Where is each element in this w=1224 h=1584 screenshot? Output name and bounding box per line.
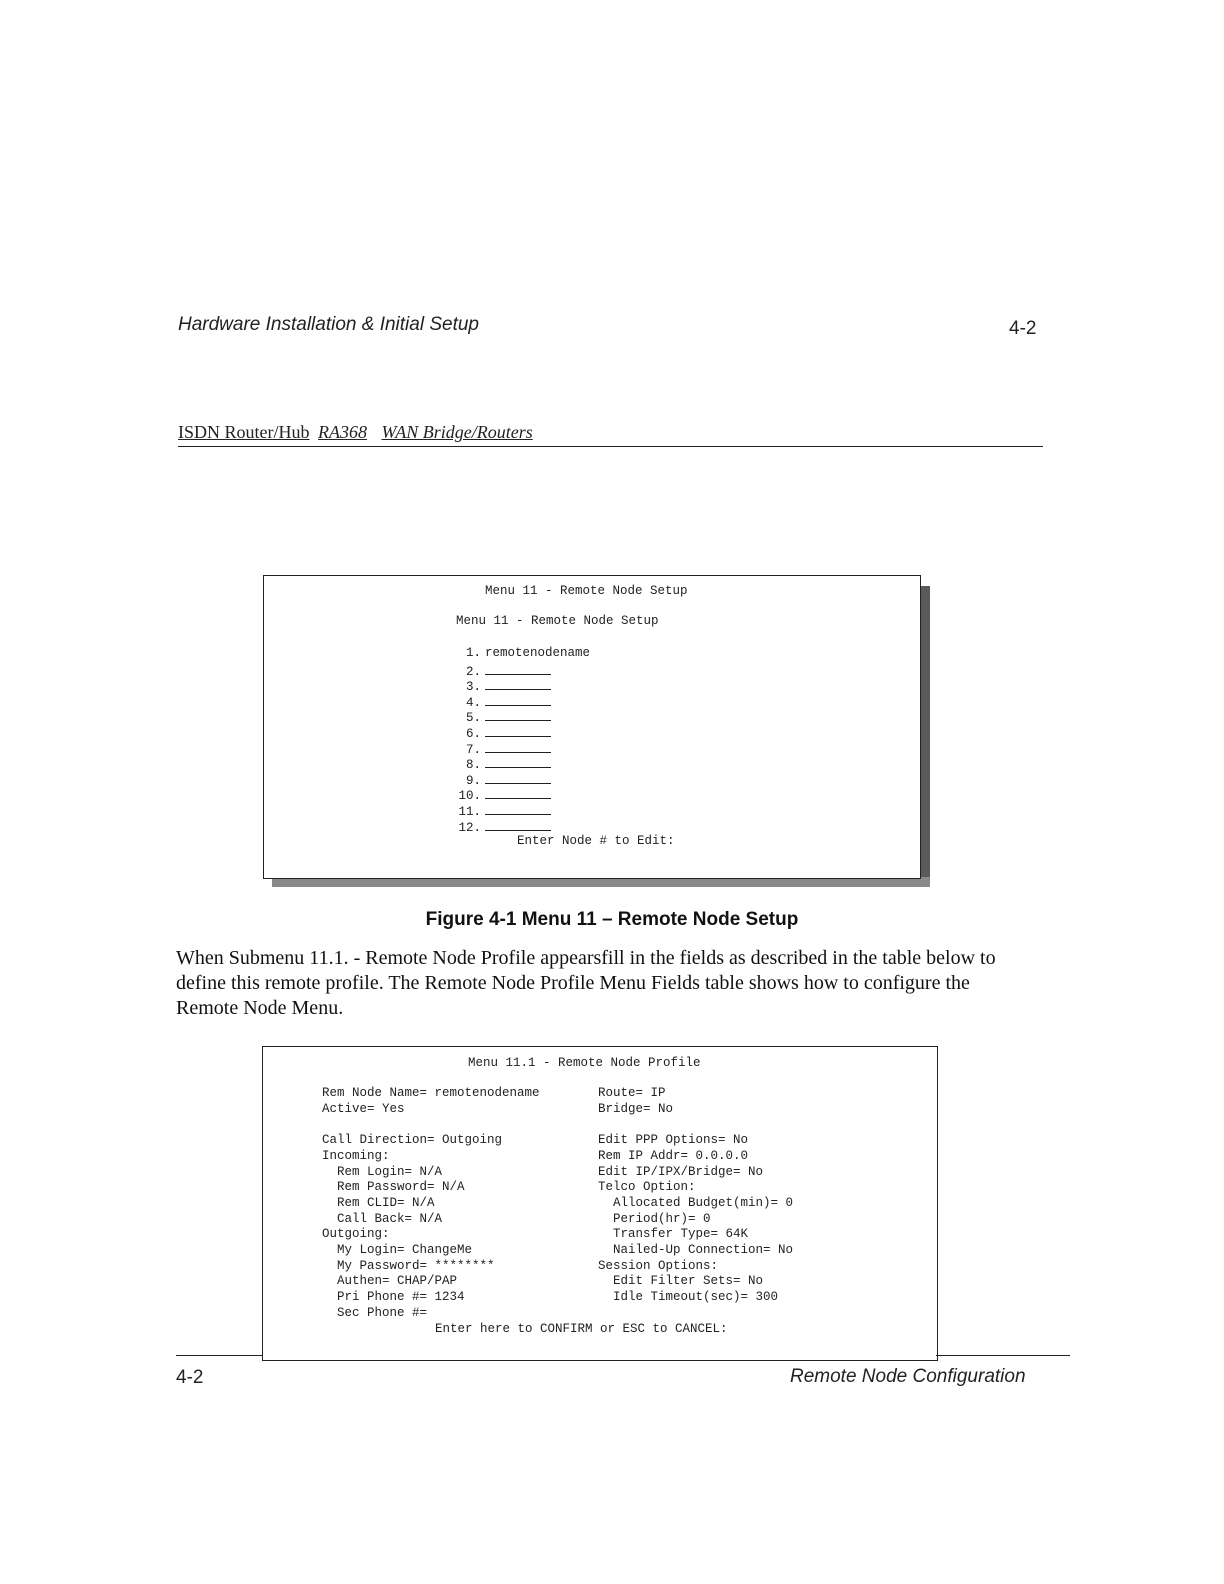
footer-rule-right [936, 1355, 1070, 1356]
profile-field-line: Sec Phone #= [322, 1305, 428, 1320]
menu11-node-empty-slot [485, 724, 551, 737]
menu11-node-number: 1. [465, 646, 481, 660]
menu11-node-empty-slot [485, 802, 551, 815]
figure-caption: Figure 4-1 Menu 11 – Remote Node Setup [425, 909, 799, 930]
footer-rule-left [176, 1355, 262, 1356]
profile-field-line: Pri Phone #= 1234 [322, 1290, 465, 1305]
profile-field-line: Rem Login= N/A [322, 1164, 443, 1179]
profile-field-line: Period(hr)= 0 [598, 1211, 711, 1226]
menu11-node-empty-slot [485, 708, 551, 721]
menu11-1-left-column [322, 1086, 540, 1322]
menu11-1-title: Menu 11.1 - Remote Node Profile [468, 1056, 701, 1070]
menu11-node-row[interactable] [451, 677, 651, 694]
menu11-node-row[interactable] [451, 693, 651, 710]
product-model: RA368 [318, 422, 367, 442]
menu11-node-row[interactable] [451, 646, 651, 660]
menu11-node-row[interactable] [451, 755, 651, 772]
footer-section-title: Remote Node Configuration [790, 1366, 1026, 1387]
menu11-node-empty-slot [485, 771, 551, 784]
menu11-title: Menu 11 - Remote Node Setup [456, 614, 659, 628]
profile-field-line: My Login= ChangeMe [322, 1243, 473, 1258]
menu11-node-number: 10. [458, 789, 481, 804]
menu11-node-row[interactable] [451, 662, 651, 679]
profile-field-line [598, 1117, 793, 1133]
menu11-node-number: 4. [465, 695, 481, 710]
menu11-node-row[interactable] [451, 724, 651, 741]
profile-field-line: My Password= ******** [322, 1258, 495, 1273]
menu11-node-number: 12. [458, 820, 481, 835]
product-line: WAN Bridge/Routers [381, 422, 533, 442]
profile-field-line: Rem Password= N/A [322, 1180, 465, 1195]
profile-field-line: Rem Node Name= remotenodename [322, 1086, 540, 1100]
profile-field-line: Telco Option: [598, 1180, 696, 1195]
profile-field-line: Route= IP [598, 1086, 666, 1100]
profile-field-line [598, 1306, 793, 1322]
product-subheader [178, 422, 1043, 447]
profile-field-line: Authen= CHAP/PAP [322, 1274, 458, 1289]
profile-field-line: Outgoing: [322, 1227, 390, 1242]
menu11-window-title: Menu 11 - Remote Node Setup [485, 584, 688, 598]
menu11-node-empty-slot [485, 740, 551, 753]
menu11-node-number: 9. [465, 773, 481, 788]
menu11-node-number: 11. [458, 805, 481, 819]
menu11-node-empty-slot [485, 677, 551, 690]
menu11-prompt: Enter Node # to Edit: [517, 834, 675, 848]
profile-field-line: Call Back= N/A [322, 1211, 443, 1226]
menu11-1-right-column [598, 1086, 793, 1322]
profile-field-line: Idle Timeout(sec)= 300 [598, 1290, 779, 1305]
profile-field-line: Rem CLID= N/A [322, 1195, 435, 1210]
menu11-node-row[interactable] [451, 771, 651, 788]
product-name: ISDN Router/Hub [178, 422, 310, 442]
menu11-node-empty-slot [485, 662, 551, 675]
profile-field-line: Active= Yes [322, 1101, 405, 1116]
menu11-node-empty-slot [485, 786, 551, 799]
profile-field-line: Session Options: [598, 1258, 719, 1273]
menu11-node-row[interactable] [451, 818, 651, 835]
menu11-node-empty-slot [485, 818, 551, 831]
profile-field-line: Call Direction= Outgoing [322, 1133, 503, 1148]
profile-field-line: Incoming: [322, 1148, 390, 1163]
menu11-1-prompt: Enter here to CONFIRM or ESC to CANCEL: [435, 1322, 728, 1336]
menu11-node-row[interactable] [451, 802, 651, 819]
profile-field-line: Edit PPP Options= No [598, 1133, 749, 1148]
menu11-node-row[interactable] [451, 786, 651, 803]
profile-field-line [322, 1117, 540, 1133]
menu11-node-number: 5. [465, 711, 481, 726]
running-header-page-number: 4-2 [1009, 318, 1037, 339]
profile-field-line: Nailed-Up Connection= No [598, 1243, 794, 1258]
profile-field-line: Bridge= No [598, 1101, 674, 1116]
menu11-node-number: 7. [465, 742, 481, 757]
profile-field-line: Transfer Type= 64K [598, 1227, 749, 1242]
profile-field-line: Edit Filter Sets= No [598, 1274, 764, 1289]
menu11-node-empty-slot [485, 693, 551, 706]
footer-page-number: 4-2 [176, 1367, 204, 1388]
profile-field-line: Edit IP/IPX/Bridge= No [598, 1164, 764, 1179]
menu11-node-row[interactable] [451, 740, 651, 757]
menu11-node-number: 8. [465, 758, 481, 773]
running-header-title: Hardware Installation & Initial Setup [178, 314, 479, 335]
menu11-node-number: 6. [465, 727, 481, 741]
menu11-node-empty-slot [485, 755, 551, 768]
menu11-node-name: remotenodename [485, 646, 591, 660]
body-paragraph: When Submenu 11.1. - Remote Node Profile appearsfill in the fields as described in the table below to define this remote profile. The Remote Node Profile Menu Fields table shows how to configure the Remote Node Menu. [176, 947, 996, 1019]
profile-field-line: Rem IP Addr= 0.0.0.0 [598, 1148, 749, 1163]
menu11-node-number: 2. [465, 664, 481, 679]
profile-field-line: Allocated Budget(min)= 0 [598, 1195, 794, 1210]
menu11-node-row[interactable] [451, 708, 651, 725]
menu11-node-number: 3. [465, 680, 481, 695]
